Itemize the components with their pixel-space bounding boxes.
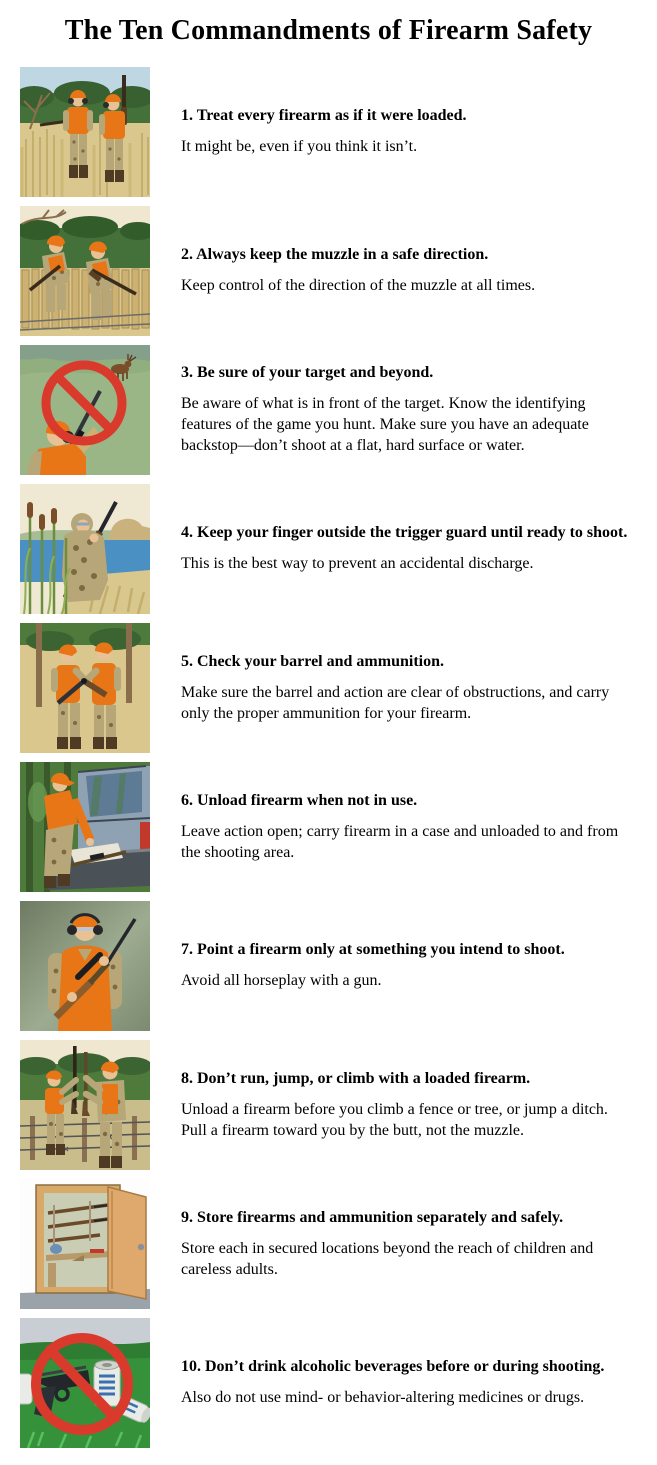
commandment-body: Also do not use mind- or behavior-altering medicines or drugs. bbox=[181, 1389, 585, 1407]
commandment-body: Leave action open; carry firearm in a case and unloaded to and from the shooting area. bbox=[181, 822, 619, 861]
commandment-body: Make sure the barrel and action are clear of obstructions, and carry only the proper ammunition for your firearm. bbox=[181, 683, 610, 722]
commandment-row-9 bbox=[20, 1179, 657, 1309]
illustration-dont-climb-loaded bbox=[20, 1040, 150, 1170]
commandment-body: This is the best way to prevent an accidental discharge. bbox=[181, 555, 534, 573]
commandment-heading: 4. Keep your finger outside the trigger guard until ready to shoot. bbox=[181, 524, 628, 542]
commandment-row-4 bbox=[20, 484, 657, 614]
dont-climb-loaded-graphic bbox=[20, 1040, 150, 1170]
commandment-heading: 5. Check your barrel and ammunition. bbox=[181, 652, 444, 670]
illustration-trigger-guard bbox=[20, 484, 150, 614]
open-door bbox=[108, 1187, 146, 1299]
commandment-row-8 bbox=[20, 1040, 657, 1170]
commandment-heading: 7. Point a firearm only at something you intend to shoot. bbox=[181, 941, 565, 959]
commandment-body: Unload a firearm before you climb a fence or tree, or jump a ditch. Pull a firearm toward you by the butt, not the muzzle. bbox=[181, 1100, 608, 1139]
commandment-row-7 bbox=[20, 901, 657, 1031]
commandment-body: Avoid all horseplay with a gun. bbox=[181, 972, 382, 990]
commandment-row-3 bbox=[20, 345, 657, 475]
commandment-heading: 3. Be sure of your target and beyond. bbox=[181, 364, 434, 382]
muzzle-safe-direction-graphic bbox=[20, 206, 150, 336]
commandment-list bbox=[0, 67, 657, 1448]
trigger-guard-graphic bbox=[20, 484, 150, 614]
point-only-at-target-graphic bbox=[20, 901, 150, 1031]
commandment-heading: 6. Unload firearm when not in use. bbox=[181, 791, 418, 809]
unload-firearm-graphic bbox=[20, 762, 150, 892]
firearm-safety-document bbox=[0, 15, 657, 1448]
commandment-body: Store each in secured locations beyond the reach of children and careless adults. bbox=[181, 1239, 594, 1278]
commandment-body: Keep control of the direction of the muzzle at all times. bbox=[181, 277, 536, 295]
no-alcohol-graphic bbox=[20, 1318, 150, 1448]
two-hunters-field-graphic bbox=[20, 67, 150, 197]
check-barrel-graphic bbox=[20, 623, 150, 753]
safe-storage-graphic bbox=[20, 1179, 150, 1309]
illustration-safe-storage bbox=[20, 1179, 150, 1309]
illustration-point-only-at-target bbox=[20, 901, 150, 1031]
commandment-heading: 9. Store firearms and ammunition separately and safely. bbox=[181, 1208, 564, 1226]
commandment-body: Be aware of what is in front of the target. Know the identifying features of the game you hunt. Make sure you have an adequate backstop—don’t shoot at a flat, hard surface or water. bbox=[181, 395, 589, 455]
illustration-muzzle-safe-direction bbox=[20, 206, 150, 336]
commandment-heading: 1. Treat every firearm as if it were loaded. bbox=[181, 107, 467, 125]
illustration-two-hunters-field bbox=[20, 67, 150, 197]
commandment-row-10 bbox=[20, 1318, 657, 1448]
commandment-heading: 2. Always keep the muzzle in a safe direction. bbox=[181, 246, 489, 264]
illustration-target-and-beyond bbox=[20, 345, 150, 475]
commandment-heading: 8. Don’t run, jump, or climb with a loaded firearm. bbox=[181, 1069, 531, 1087]
page-title: The Ten Commandments of Firearm Safety bbox=[64, 15, 593, 46]
commandment-row-6 bbox=[20, 762, 657, 892]
commandment-heading: 10. Don’t drink alcoholic beverages before or during shooting. bbox=[181, 1358, 605, 1376]
commandment-row-2 bbox=[20, 206, 657, 336]
illustration-unload-firearm bbox=[20, 762, 150, 892]
illustration-check-barrel bbox=[20, 623, 150, 753]
illustration-no-alcohol bbox=[20, 1318, 150, 1448]
commandment-row-5 bbox=[20, 623, 657, 753]
commandment-body: It might be, even if you think it isn’t. bbox=[181, 138, 418, 156]
commandment-row-1 bbox=[20, 67, 657, 197]
target-and-beyond-graphic bbox=[20, 345, 150, 475]
